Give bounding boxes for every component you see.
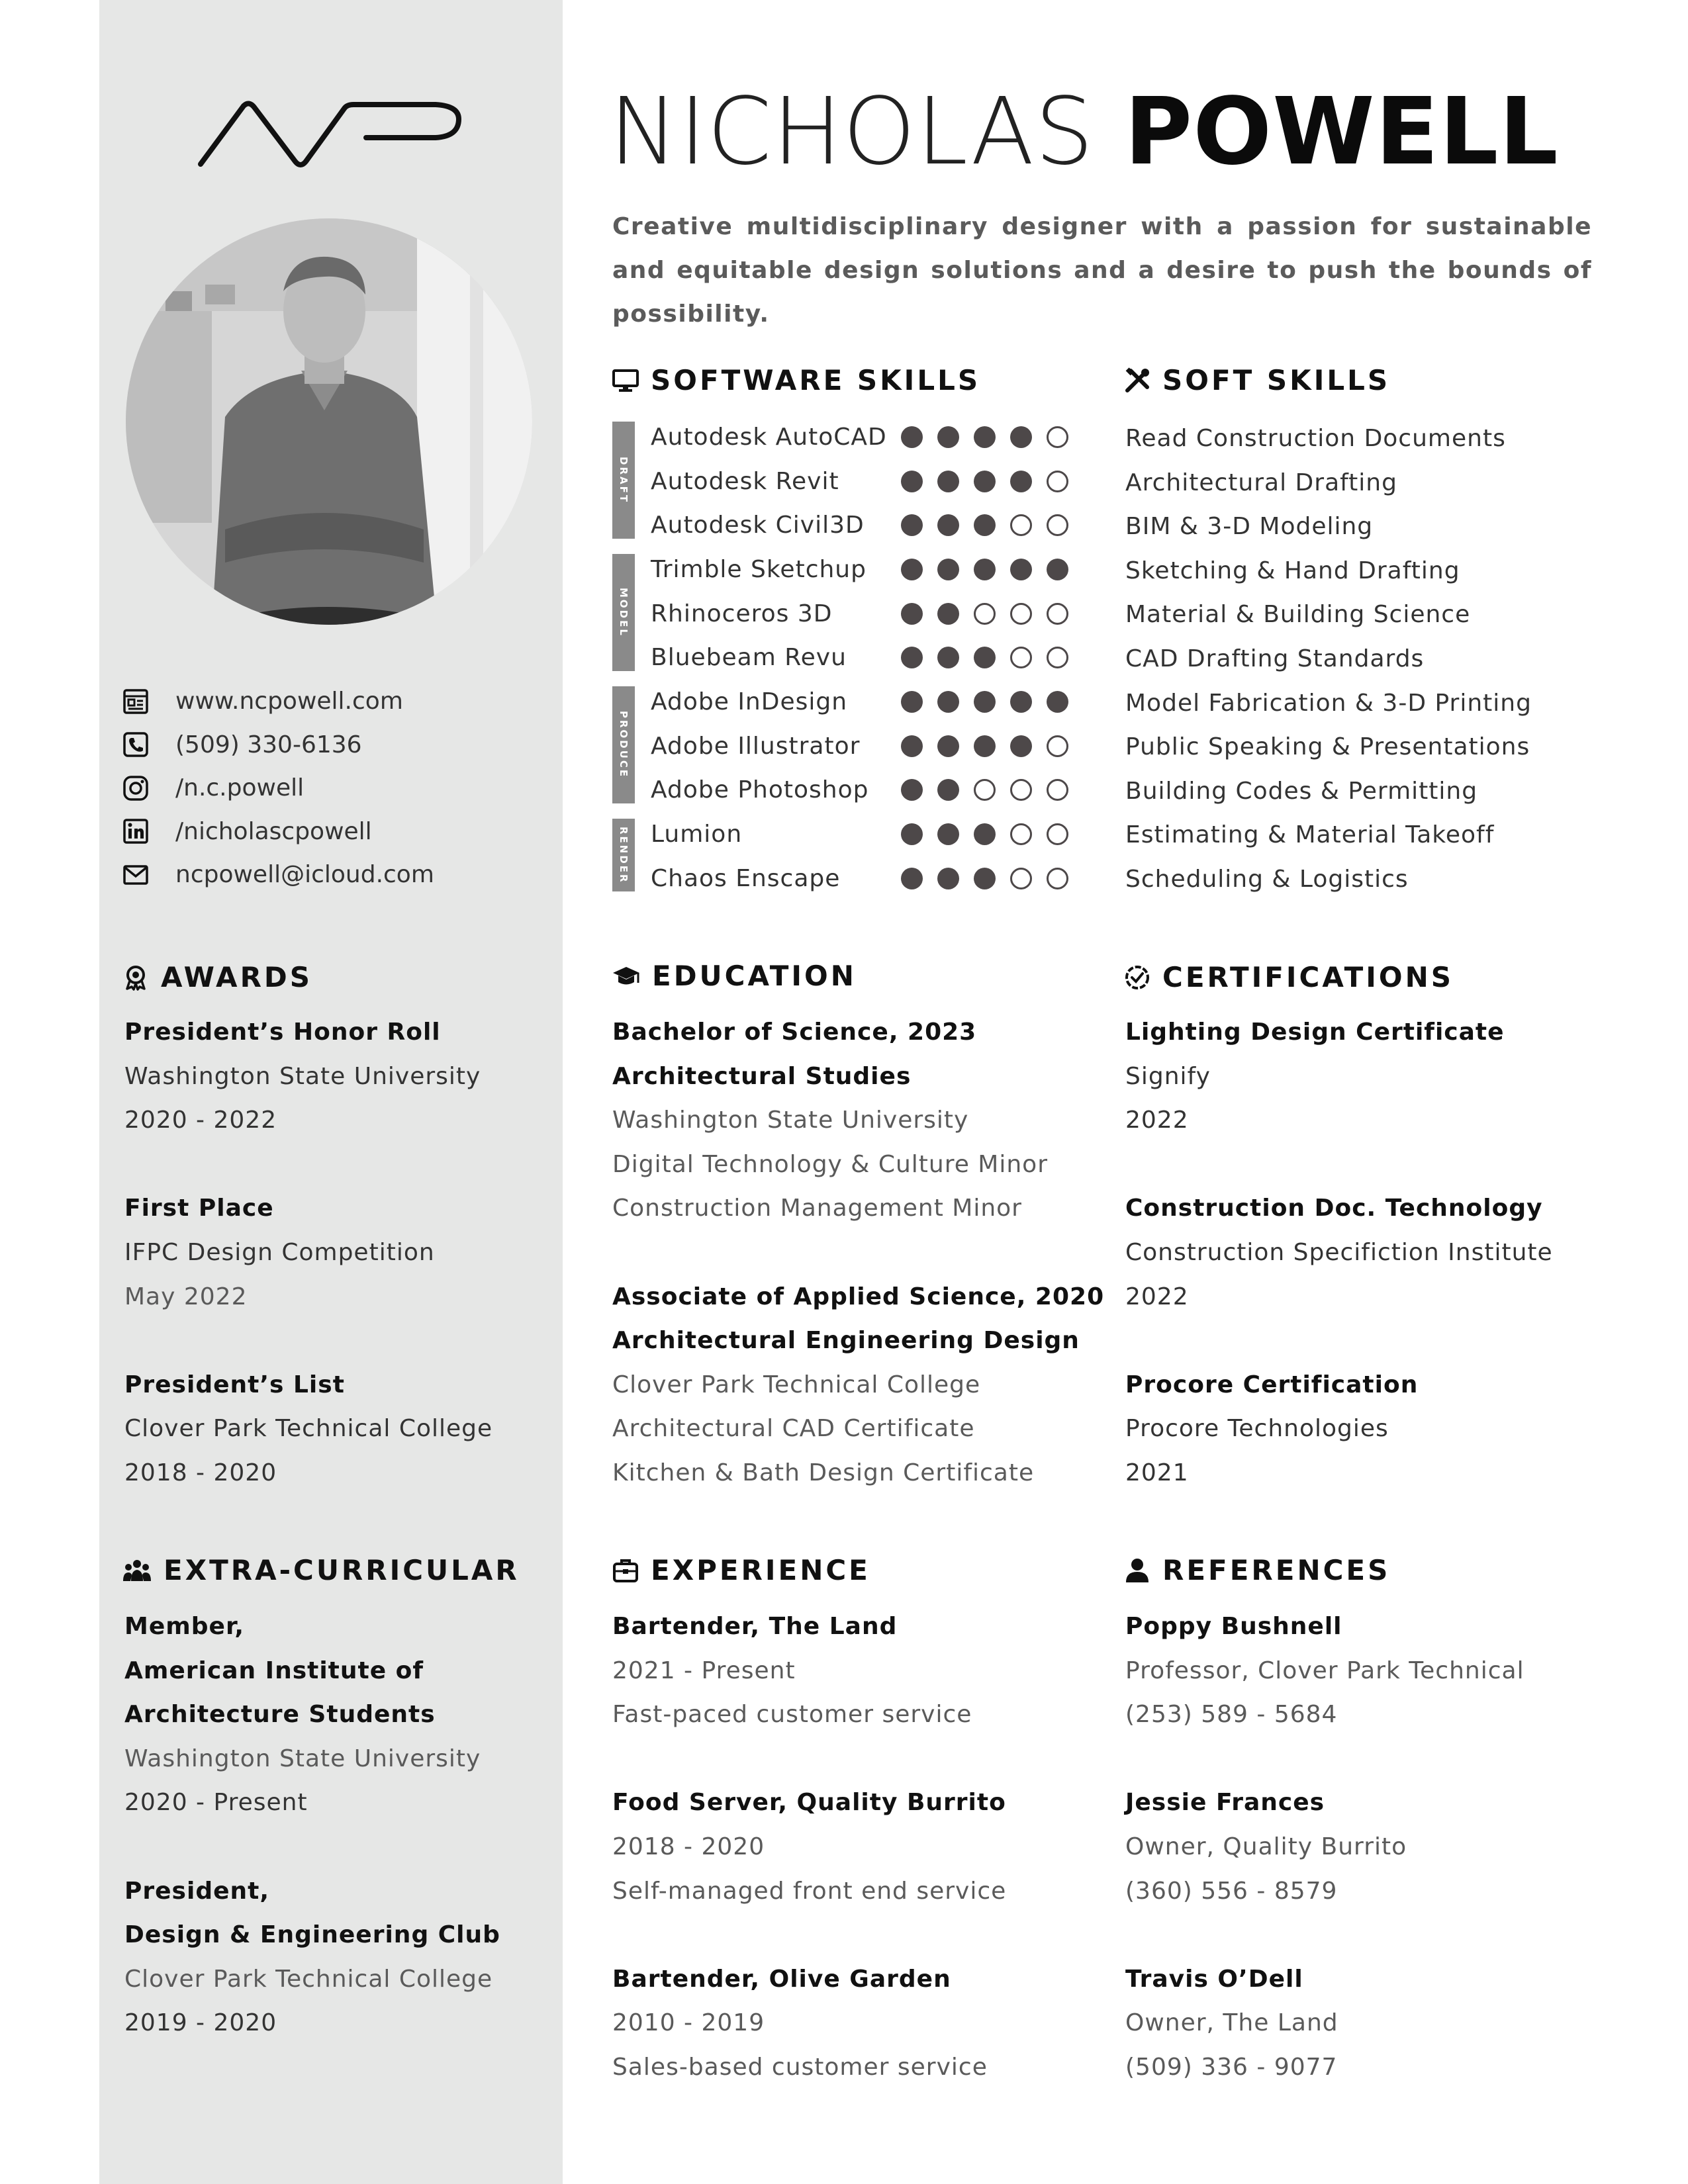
software-skill-row [651,459,1083,504]
rating-dot-filled [937,559,959,580]
rating-dot-filled [974,514,996,536]
experience-heading [612,1554,870,1586]
skill-rating [901,691,1083,713]
education-line: Kitchen & Bath Design Certificate [612,1459,1035,1486]
monogram-logo [197,99,462,172]
soft-skill-item: Sketching & Hand Drafting [1125,557,1460,584]
rating-dot-filled [901,823,923,845]
phone-icon [122,731,149,758]
education-line: Architectural CAD Certificate [612,1415,975,1443]
first-name: NICHOLAS [609,78,1095,186]
contact-phone-text: (509) 330-6136 [175,731,362,758]
awards-title: AWARDS [161,961,313,993]
software-skill-name: Adobe Photoshop [651,776,869,804]
rating-dot-filled [974,868,996,889]
spacer [124,1143,492,1187]
education-list [612,1011,1104,1496]
rating-dot-filled [974,647,996,668]
rating-dot-filled [937,603,959,625]
skill-rating [901,823,1083,845]
software-skill-name: Rhinoceros 3D [651,600,833,627]
rating-dot-filled [901,514,923,536]
rating-dot-filled [937,426,959,448]
group-label-render: RENDER [618,826,630,884]
software-skill-name: Lumion [651,821,743,848]
rating-dot-empty [1010,603,1032,625]
experience-list [612,1605,1006,2090]
education-line: Washington State University [612,1107,969,1134]
award-line: Clover Park Technical College [124,1415,493,1443]
rating-dot-filled [974,471,996,492]
education-title: EDUCATION [652,960,857,992]
tools-icon [1124,367,1150,394]
certifications-list [1125,1011,1553,1496]
rating-dot-filled [901,559,923,580]
spacer [1125,1143,1553,1187]
rating-dot-empty [1047,426,1068,448]
software-skill-row [651,856,1083,901]
skill-rating [901,559,1083,580]
contact-email[interactable] [122,853,434,897]
experience-line: 2018 - 2020 [612,1833,765,1860]
web-icon [122,688,149,715]
certification-line: 2022 [1125,1107,1189,1134]
experience-line: 2021 - Present [612,1657,796,1684]
briefcase-icon [612,1557,639,1584]
spacer [612,1737,1006,1782]
extracurricular-line: Architecture Students [124,1701,436,1729]
skill-rating [901,514,1083,536]
certification-line: Procore Certification [1125,1371,1419,1398]
rating-dot-filled [1010,426,1032,448]
group-tab-model [612,554,635,671]
rating-dot-filled [937,647,959,668]
rating-dot-filled [1010,691,1032,713]
rating-dot-filled [937,514,959,536]
software-skill-row [651,503,1083,547]
rating-dot-filled [901,779,923,801]
rating-dot-filled [1010,735,1032,757]
spacer [1125,1737,1524,1782]
soft-skills-title: SOFT SKILLS [1162,364,1391,396]
group-tab-draft [612,422,635,539]
experience-line: Bartender, Olive Garden [612,1965,951,1993]
profile-photo [126,218,532,625]
software-skill-row [651,812,1083,856]
experience-line: Fast-paced customer service [612,1701,972,1729]
software-skill-row [651,415,1083,459]
certifications-heading [1124,961,1454,993]
reference-line: Owner, The Land [1125,2009,1338,2037]
rating-dot-empty [1047,514,1068,536]
soft-skill-item: CAD Drafting Standards [1125,645,1425,672]
rating-dot-filled [974,735,996,757]
rating-dot-filled [974,559,996,580]
certifications-title: CERTIFICATIONS [1162,961,1454,993]
instagram-icon [122,775,149,801]
rating-dot-empty [1047,735,1068,757]
extracurricular-line: Washington State University [124,1745,481,1772]
extracurricular-line: 2020 - Present [124,1789,308,1817]
software-skills-heading [612,364,980,396]
extracurricular-line: American Institute of [124,1657,424,1684]
software-skill-name: Adobe InDesign [651,688,848,715]
software-skill-name: Autodesk Revit [651,467,839,495]
rating-dot-filled [937,868,959,889]
group-icon [122,1557,152,1584]
soft-skill-item: Read Construction Documents [1125,425,1506,452]
extracurricular-line: President, [124,1877,270,1905]
soft-skill-item: Public Speaking & Presentations [1125,733,1530,761]
extracurricular-line: Design & Engineering Club [124,1921,500,1949]
skill-rating [901,603,1083,625]
tagline: Creative multidisciplinary designer with a passion for sustainable and equitable design solutions and a desire to push the bounds of possibility. [612,213,1592,328]
group-label-model: MODEL [618,588,630,637]
experience-line: Self-managed front end service [612,1877,1007,1905]
group-label-produce: PRODUCE [618,711,630,779]
rating-dot-filled [901,735,923,757]
education-line: Clover Park Technical College [612,1371,981,1398]
soft-skill-item: BIM & 3-D Modeling [1125,513,1374,541]
contact-email-text: ncpowell@icloud.com [175,861,434,889]
software-skill-name: Autodesk Civil3D [651,512,865,539]
rating-dot-filled [937,471,959,492]
contact-linkedin[interactable] [122,810,434,854]
awards-heading [122,961,312,993]
rating-dot-filled [1047,691,1068,713]
soft-skill-item: Architectural Drafting [1125,469,1397,496]
group-tab-render [612,819,635,891]
rating-dot-empty [1047,823,1068,845]
reference-line: (509) 336 - 9077 [1125,2053,1338,2081]
rating-dot-empty [1047,779,1068,801]
monitor-icon [612,367,639,394]
contact-instagram[interactable] [122,766,434,810]
references-heading [1124,1554,1390,1586]
skill-rating [901,779,1083,801]
software-skill-row [651,724,1083,768]
skill-rating [901,735,1083,757]
certification-line: Procore Technologies [1125,1415,1389,1443]
spacer [1125,1913,1524,1958]
rating-dot-empty [974,603,996,625]
reference-line: Jessie Frances [1125,1789,1325,1817]
extracurricular-line: 2019 - 2020 [124,2009,277,2037]
skill-rating [901,426,1083,448]
award-line: May 2022 [124,1283,248,1310]
spacer [612,1913,1006,1958]
contact-instagram-text: /n.c.powell [175,774,305,802]
person-icon [1124,1557,1150,1584]
rating-dot-filled [901,603,923,625]
spacer [612,1231,1104,1275]
rating-dot-filled [901,471,923,492]
contact-website[interactable] [122,680,434,723]
certification-line: Construction Specifiction Institute [1125,1238,1553,1266]
reference-line: Professor, Clover Park Technical [1125,1657,1524,1684]
soft-skills-heading [1124,364,1390,396]
rating-dot-filled [901,647,923,668]
education-line: Construction Management Minor [612,1195,1022,1222]
contact-list [122,680,434,897]
portrait-image [126,218,532,625]
skill-rating [901,471,1083,492]
rating-dot-filled [901,426,923,448]
award-line: 2020 - 2022 [124,1107,277,1134]
award-line: First Place [124,1195,274,1222]
soft-skill-item: Scheduling & Logistics [1125,865,1409,893]
extracurricular-line: Clover Park Technical College [124,1965,493,1993]
rating-dot-filled [901,868,923,889]
education-line: Associate of Applied Science, 2020 [612,1283,1105,1310]
software-skill-name: Bluebeam Revu [651,644,847,672]
education-line: Architectural Engineering Design [612,1327,1080,1355]
education-line: Digital Technology & Culture Minor [612,1150,1049,1178]
full-name [609,78,1559,186]
linkedin-icon [122,818,149,844]
references-title: REFERENCES [1162,1554,1391,1586]
rating-dot-empty [1010,868,1032,889]
award-icon [122,964,149,991]
spacer [124,1319,492,1363]
rating-dot-filled [937,823,959,845]
rating-dot-filled [901,691,923,713]
award-line: 2018 - 2020 [124,1459,277,1486]
rating-dot-filled [1047,559,1068,580]
software-skill-name: Trimble Sketchup [651,555,867,583]
soft-skill-item: Model Fabrication & 3-D Printing [1125,689,1532,717]
reference-line: Owner, Quality Burrito [1125,1833,1407,1860]
rating-dot-filled [937,691,959,713]
software-skill-name: Adobe Illustrator [651,732,861,760]
references-list [1125,1605,1524,2090]
rating-dot-filled [1010,471,1032,492]
rating-dot-empty [1010,823,1032,845]
rating-dot-empty [1010,779,1032,801]
contact-website-text: www.ncpowell.com [175,688,403,715]
experience-line: Food Server, Quality Burrito [612,1789,1006,1817]
skill-rating [901,868,1083,889]
group-tab-produce [612,686,635,803]
reference-line: Poppy Bushnell [1125,1613,1342,1640]
certification-line: Signify [1125,1062,1211,1090]
education-heading [612,960,857,992]
mail-icon [122,862,149,888]
software-skills-title: SOFTWARE SKILLS [651,364,981,396]
rating-dot-empty [974,779,996,801]
award-line: Washington State University [124,1062,481,1090]
rating-dot-empty [1047,603,1068,625]
experience-line: 2010 - 2019 [612,2009,765,2037]
extracurricular-heading [122,1554,520,1586]
education-line: Bachelor of Science, 2023 [612,1019,977,1046]
award-line: President’s List [124,1371,345,1398]
spacer [124,1825,500,1870]
skill-rating [901,647,1083,668]
reference-line: (253) 589 - 5684 [1125,1701,1338,1729]
extracurricular-list [124,1605,500,2046]
software-skill-name: Autodesk AutoCAD [651,423,887,451]
soft-skill-item: Estimating & Material Takeoff [1125,821,1495,849]
group-label-draft: DRAFT [618,456,630,504]
rating-dot-filled [1010,559,1032,580]
graduation-cap-icon [612,963,640,989]
software-skill-row [651,768,1083,813]
soft-skill-item: Building Codes & Permitting [1125,777,1478,805]
certification-line: 2022 [1125,1283,1189,1310]
rating-dot-filled [974,823,996,845]
reference-line: Travis O’Dell [1125,1965,1303,1993]
software-skill-row [651,635,1083,680]
soft-skills-list [1125,417,1532,902]
extracurricular-line: Member, [124,1613,245,1640]
awards-list [124,1011,492,1496]
certification-line: 2021 [1125,1459,1189,1486]
rating-dot-filled [937,735,959,757]
last-name: POWELL [1124,78,1559,186]
rating-dot-filled [974,691,996,713]
software-skill-row [651,680,1083,724]
rating-dot-filled [937,779,959,801]
experience-title: EXPERIENCE [651,1554,870,1586]
award-line: President’s Honor Roll [124,1019,441,1046]
experience-line: Bartender, The Land [612,1613,898,1640]
software-skills-list [651,415,1083,901]
rating-dot-empty [1010,514,1032,536]
rating-dot-empty [1047,647,1068,668]
rating-dot-filled [974,426,996,448]
contact-linkedin-text: /nicholascpowell [175,817,372,845]
rating-dot-empty [1010,647,1032,668]
certification-line: Construction Doc. Technology [1125,1195,1543,1222]
rating-dot-empty [1047,868,1068,889]
certification-line: Lighting Design Certificate [1125,1019,1505,1046]
award-line: IFPC Design Competition [124,1238,435,1266]
software-skill-row [651,592,1083,636]
software-skill-row [651,547,1083,592]
soft-skill-item: Material & Building Science [1125,601,1471,629]
certificate-badge-icon [1124,964,1150,991]
spacer [1125,1319,1553,1363]
contact-phone[interactable] [122,723,434,767]
education-line: Architectural Studies [612,1062,912,1090]
extracurricular-title: EXTRA-CURRICULAR [164,1554,520,1586]
experience-line: Sales-based customer service [612,2053,988,2081]
reference-line: (360) 556 - 8579 [1125,1877,1338,1905]
software-skill-name: Chaos Enscape [651,864,841,892]
rating-dot-empty [1047,471,1068,492]
